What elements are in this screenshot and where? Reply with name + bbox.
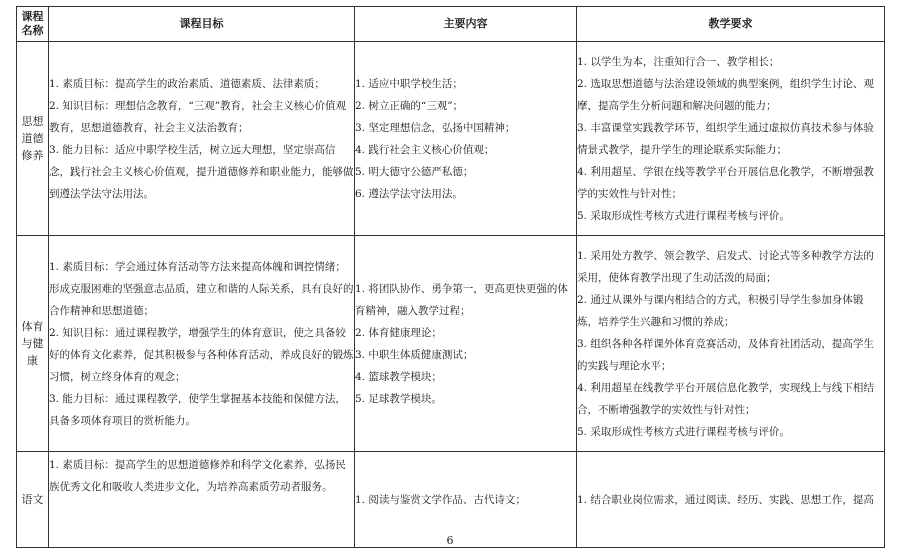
course-name-cell (17, 42, 49, 236)
requirements-item: 5. 采取形成性考核方式进行课程考核与评价。 (577, 425, 790, 438)
requirements-item: 3. 组织各种各样课外体育竞赛活动，及体育社团活动，提高学生的实践与理论水平； (577, 337, 874, 372)
table-header-row (17, 7, 885, 42)
course-name: 体育与健康 (21, 320, 44, 367)
course-goals-cell (49, 42, 355, 236)
curriculum-table (16, 6, 885, 548)
table-row (17, 42, 885, 236)
header-main-content: 主要内容 (355, 7, 577, 42)
header-course-goals: 课程目标 (49, 7, 355, 42)
contents-item: 4. 篮球教学模块； (355, 370, 442, 383)
contents-item: 4. 践行社会主义核心价值观； (355, 143, 495, 156)
contents-item: 6. 遵法学法守法用法。 (355, 187, 463, 200)
contents-item: 2. 体育健康理论； (355, 326, 442, 339)
requirements-item: 4. 利用超星在线教学平台开展信息化教学，实现线上与线下相结合，不断增强教学的实效性与针对性； (577, 381, 874, 416)
contents-item: 5. 足球教学模块。 (355, 392, 442, 405)
requirements-item: 1. 采用处方教学、领会教学、启发式、讨论式等多种教学方法的采用，使体育教学出现了生动活泼的局面； (577, 249, 874, 284)
goals-item: 1. 素质目标：提高学生的政治素质、道德素质、法律素质； (49, 77, 325, 90)
goals-item: 3. 能力目标：通过课程教学，使学生掌握基本技能和保健方法，具备多项体育项目的赏析能力。 (49, 392, 346, 427)
goals-item: 2. 知识目标：通过课程教学，增强学生的体育意识，使之具备较好的体育文化素养，促其积极参与各种体育活动，养成良好的锻炼习惯，树立终身体育的观念； (49, 326, 354, 383)
contents-item: 3. 中职生体质健康测试； (355, 348, 474, 361)
contents-item: 1. 将团队协作、勇争第一，更高更快更强的体育精神，融入教学过程； (355, 282, 568, 317)
goals-item: 1. 素质目标：提高学生的思想道德修养和科学文化素养，弘扬民族优秀文化和吸收人类进步文化，为培养高素质劳动者服务。 (49, 459, 346, 493)
requirements-item: 3. 丰富课堂实践教学环节，组织学生通过虚拟仿真技术参与体验情景式教学，提升学生的理论联系实际能力； (577, 121, 874, 156)
requirements-item: 2. 通过从课外与课内相结合的方式，积极引导学生参加身体锻炼，培养学生兴趣和习惯的养成； (577, 293, 864, 328)
requirements-item: 1. 结合职业岗位需求，通过阅读、经历、实践、思想工作，提高 (577, 493, 874, 506)
header-course-name: 课程名称 (17, 7, 49, 42)
goals-item: 2. 知识目标：理想信念教育，“三观”教育，社会主义核心价值观教育，思想道德教育，社会主义法治教育； (49, 99, 347, 134)
requirements-item: 4. 利用超星、学银在线等教学平台开展信息化教学，不断增强教学的实效性与针对性； (577, 165, 874, 200)
contents-item: 5. 明大德守公德严私德； (355, 165, 474, 178)
course-name-cell (17, 236, 49, 452)
contents-item: 1. 适应中职学校生活； (355, 77, 463, 90)
header-teaching-requirements: 教学要求 (577, 7, 885, 42)
teaching-requirements-cell (577, 236, 885, 452)
page-number: 6 (446, 534, 454, 547)
teaching-requirements-cell (577, 42, 885, 236)
goals-item: 1. 素质目标：学会通过体育活动等方法来提高体魄和调控情绪；形成克服困难的坚强意志品质，建立和谐的人际关系，具有良好的合作精神和思想道德； (49, 260, 354, 317)
main-content-cell (355, 42, 577, 236)
requirements-item: 2. 选取思想道德与法治建设领域的典型案例，组织学生讨论、观摩，提高学生分析问题和解决问题的能力； (577, 77, 874, 112)
goals-item: 3. 能力目标：适应中职学校生活，树立远大理想，坚定崇高信念，践行社会主义核心价值观，提升道德修养和职业能力，能够做到遵法学法守法用法。 (49, 143, 354, 200)
table-row (17, 236, 885, 452)
contents-item: 3. 坚定理想信念，弘扬中国精神； (355, 121, 516, 134)
requirements-item: 5. 采取形成性考核方式进行课程考核与评价。 (577, 209, 790, 222)
course-goals-cell (49, 236, 355, 452)
main-content-cell (355, 236, 577, 452)
course-name: 思想道德修养 (21, 115, 44, 162)
course-name: 语文 (21, 493, 44, 506)
requirements-item: 1. 以学生为本，注重知行合一、教学相长； (577, 55, 780, 68)
contents-item: 2. 树立正确的“三观”； (355, 99, 464, 112)
contents-item: 1. 阅读与鉴赏文学作品、古代诗文； (355, 493, 526, 506)
